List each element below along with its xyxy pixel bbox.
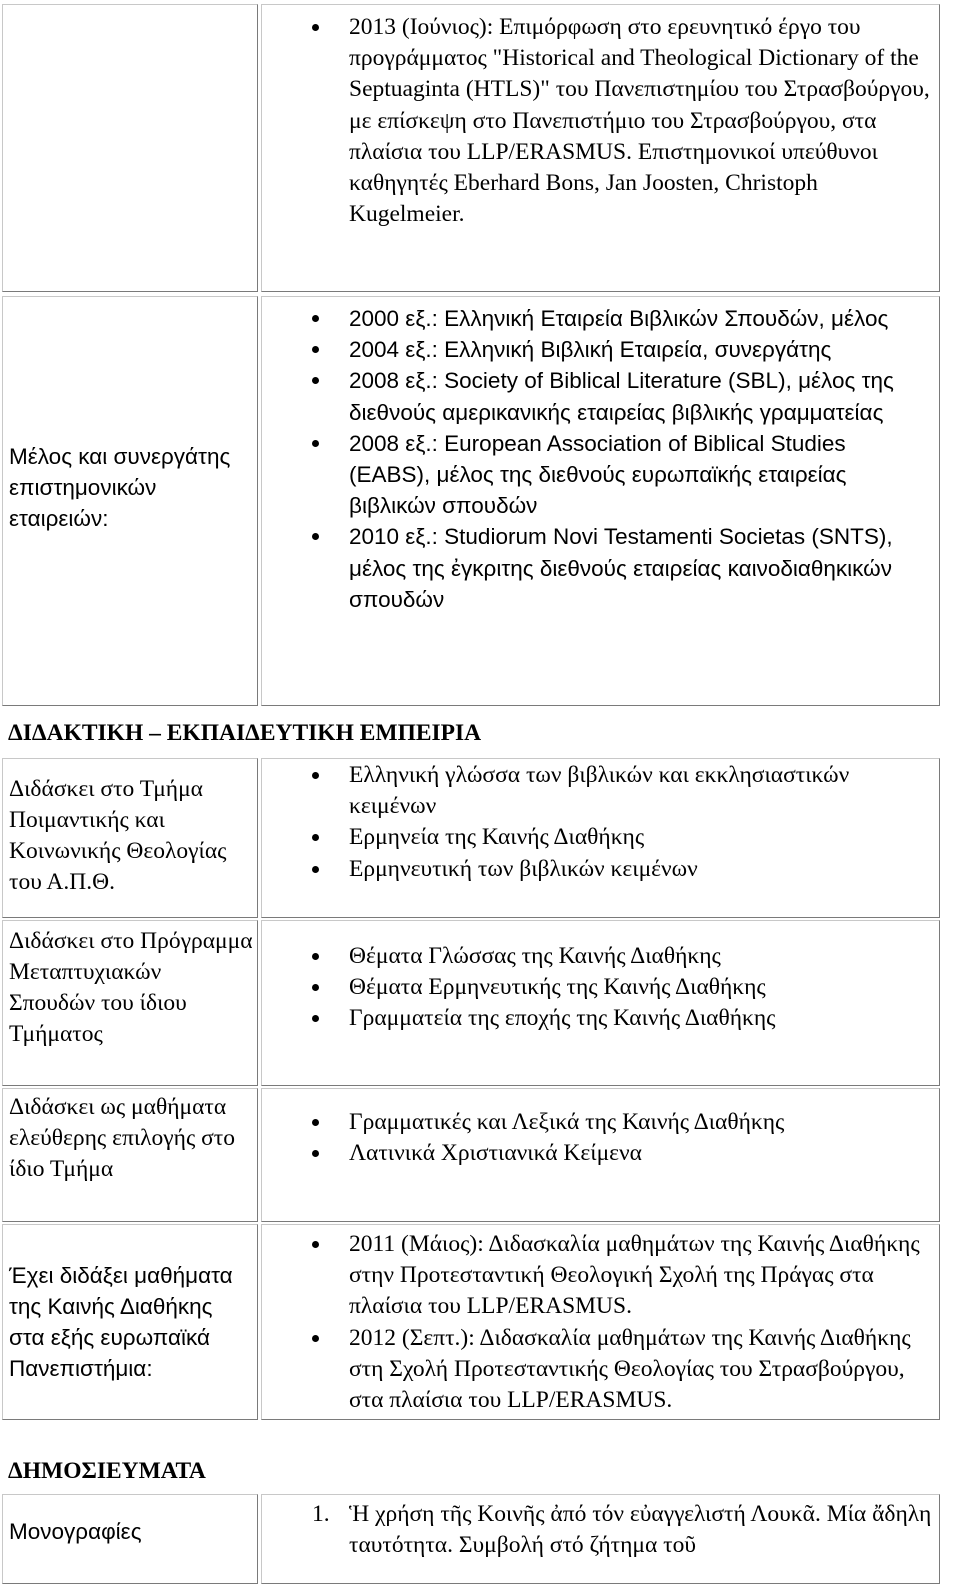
monographs-label: Μονογραφίες: [9, 1519, 142, 1544]
membership-label: Μέλος και συνεργάτης επιστημονικών εταιρειών:: [9, 444, 231, 531]
list-item: 1. Ἡ χρήση τῆς Κοινῆς ἀπό τόν εὐαγγελιστή Λουκᾶ. Μία ἄδηλη ταυτότητα. Συμβολή στό ζήτημα τοῦ: [312, 1501, 932, 1559]
teaching-list-cell: [261, 758, 940, 918]
bullet-icon: [312, 315, 319, 322]
list-item: 2004 εξ.: Ελληνική Βιβλική Εταιρεία, συνεργάτης: [349, 334, 933, 365]
abroad-teaching-list: [349, 1229, 933, 1416]
list-item: 2013 (Ιούνιος): Επιμόρφωση στο ερευνητικό έργο του προγράμματος "Historical and Theological Dictionary of the Septuaginta (HTLS)" του Πανεπιστημίου του Στρασβούργου, με επίσκεψη στο Πανεπιστήμιο του Στρασβούργου, στα πλαίσια του LLP/ERASMUS. Επιστημονικοί υπεύθυνοι καθηγητές Eberhard Bons, Jan Joosten, Christoph Kugelmeier.: [349, 12, 933, 230]
bullet-icon: [312, 1241, 319, 1248]
list-item: Γραμματικές και Λεξικά της Καινής Διαθήκης: [349, 1107, 933, 1138]
teaching-row: [2, 1224, 940, 1420]
bullet-icon: [312, 984, 319, 991]
monographs-list: [312, 1499, 933, 1561]
list-item: Ελληνική γλώσσα των βιβλικών και εκκλησιαστικών κειμένων: [349, 760, 933, 822]
list-item: 2012 (Σεπτ.): Διδασκαλία μαθημάτων της Καινής Διαθήκης στη Σχολή Προτεσταντικής Θεολογίας του Στρασβούργου, στα πλαίσια του LLP/ERASMUS.: [349, 1323, 933, 1417]
research-training-row: [2, 4, 940, 292]
bullet-icon: [312, 953, 319, 960]
bullet-icon: [312, 866, 319, 873]
publications-heading: ΔΗΜΟΣΙΕΥΜΑΤΑ: [8, 1458, 206, 1484]
teaching-list-cell: [261, 920, 940, 1086]
teaching-label-cell: [2, 920, 258, 1086]
bullet-icon: [312, 346, 319, 353]
teaching-label-cell: [2, 1224, 258, 1420]
bullet-icon: [312, 1015, 319, 1022]
research-training-cell: [261, 4, 940, 292]
teaching-label: Διδάσκει ως μαθήματα ελεύθερης επιλογής στο ίδιο Τμήμα: [9, 1094, 236, 1182]
monographs-list-cell: [261, 1494, 940, 1584]
bullet-icon: [312, 834, 319, 841]
course-list: [349, 1107, 933, 1169]
teaching-row: [2, 1088, 940, 1222]
bullet-icon: [312, 772, 319, 779]
bullet-icon: [312, 377, 319, 384]
course-list: [349, 941, 933, 1035]
item-number: 1.: [312, 1501, 330, 1527]
bullet-icon: [312, 1335, 319, 1342]
course-list: [349, 760, 933, 885]
membership-list-cell: [261, 296, 940, 706]
teaching-label-cell: [2, 1088, 258, 1222]
membership-label-cell: [2, 296, 258, 706]
list-item: 2010 εξ.: Studiorum Novi Testamenti Societas (SNTS), μέλος της ἐγκριτης διεθνούς εταιρείας καινοδιαθηκικών σπουδών: [349, 521, 933, 615]
list-item: Θέματα Γλώσσας της Καινής Διαθήκης: [349, 941, 933, 972]
bullet-icon: [312, 1119, 319, 1126]
teaching-label: Διδάσκει στο Τμήμα Ποιμαντικής και Κοινωνικής Θεολογίας του Α.Π.Θ.: [9, 776, 227, 895]
list-item: Ερμηνευτική των βιβλικών κειμένων: [349, 854, 933, 885]
research-training-list: [349, 12, 933, 230]
teaching-label: Έχει διδάξει μαθήματα της Καινής Διαθήκης στα εξής ευρωπαϊκά Πανεπιστήμια:: [9, 1263, 233, 1381]
teaching-list-cell: [261, 1088, 940, 1222]
membership-row: [2, 296, 940, 706]
list-item: 2008 εξ.: European Association of Biblical Studies (EABS), μέλος της διεθνούς ευρωπαϊκής εταιρείας βιβλικών σπουδών: [349, 428, 933, 522]
teaching-label-cell: [2, 758, 258, 918]
teaching-list-cell: [261, 1224, 940, 1420]
list-item: 2000 εξ.: Ελληνική Εταιρεία Βιβλικών Σπουδών, μέλος: [349, 303, 933, 334]
bullet-icon: [312, 533, 319, 540]
list-item: Θέματα Ερμηνευτικής της Καινής Διαθήκης: [349, 972, 933, 1003]
teaching-row: [2, 920, 940, 1086]
list-item: Λατινικά Χριστιανικά Κείμενα: [349, 1138, 933, 1169]
list-item: 2008 εξ.: Society of Biblical Literature (SBL), μέλος της διεθνούς αμερικανικής εταιρείας βιβλικής γραμματείας: [349, 365, 933, 427]
membership-list: [349, 303, 933, 615]
list-item: Γραμματεία της εποχής της Καινής Διαθήκης: [349, 1003, 933, 1034]
bullet-icon: [312, 24, 319, 31]
monographs-label-cell: [2, 1494, 258, 1584]
bullet-icon: [312, 1150, 319, 1157]
list-item: Ερμηνεία της Καινής Διαθήκης: [349, 822, 933, 853]
teaching-row: [2, 758, 940, 918]
empty-label-cell: [2, 4, 258, 292]
bullet-icon: [312, 440, 319, 447]
teaching-heading: ΔΙΔΑΚΤΙΚΗ – ΕΚΠΑΙΔΕΥΤΙΚΗ ΕΜΠΕΙΡΙΑ: [8, 720, 482, 746]
monographs-row: [2, 1494, 940, 1584]
list-item: 2011 (Μάιος): Διδασκαλία μαθημάτων της Καινής Διαθήκης στην Προτεσταντική Θεολογική Σχολή της Πράγας στα πλαίσια του LLP/ERASMUS.: [349, 1229, 933, 1323]
teaching-label: Διδάσκει στο Πρόγραμμα Μεταπτυχιακών Σπουδών του ίδιου Τμήματος: [9, 928, 253, 1047]
